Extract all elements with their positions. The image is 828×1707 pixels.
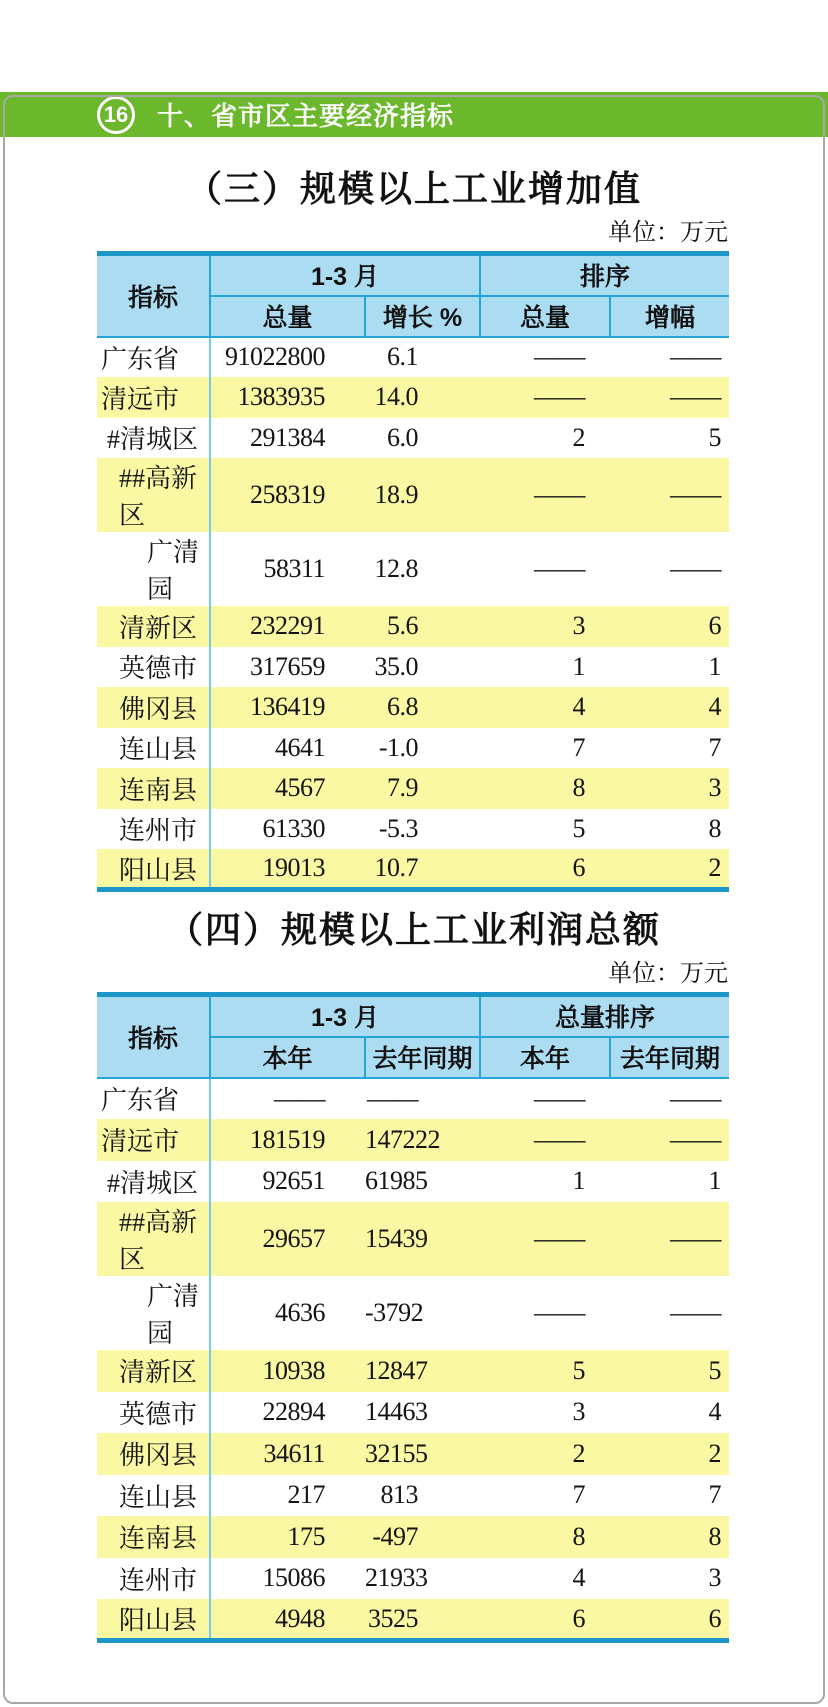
sub-header-cell: 去年同期	[365, 1037, 480, 1078]
cell-value: -1.0	[378, 732, 418, 762]
sub-header-cell: 增幅	[610, 296, 729, 337]
cell-value: ——	[534, 382, 585, 412]
cell-value: 136419	[250, 692, 325, 722]
group-header-cell: 1-3 月	[210, 995, 480, 1037]
indicator-header-cell: 指标	[97, 254, 210, 337]
cell-value: 15439	[365, 1224, 428, 1253]
cell-value: 12847	[365, 1355, 428, 1385]
page-number-badge	[97, 96, 135, 134]
cell-value: 1383935	[237, 382, 325, 412]
row-label: #清城区	[97, 418, 210, 459]
cell-value: -497	[372, 1521, 418, 1551]
cell-value: 10938	[262, 1355, 325, 1385]
cell-value: ——	[534, 1083, 585, 1113]
cell-value: 14463	[365, 1397, 428, 1427]
cell-value: 35.0	[374, 651, 418, 681]
cell-value: 4	[708, 692, 722, 722]
row-label: 连州市	[97, 1558, 210, 1600]
table-row	[97, 768, 729, 809]
table-row	[97, 418, 729, 459]
table-row	[97, 647, 729, 688]
cell-value: 6	[572, 853, 585, 882]
cell-value: ——	[670, 1298, 722, 1327]
cell-value: ——	[534, 554, 585, 583]
table1-header	[97, 254, 729, 337]
cell-value: ——	[670, 480, 722, 509]
table1-body	[97, 337, 729, 890]
group-header-row	[97, 995, 729, 1037]
row-label: 清远市	[97, 1119, 210, 1161]
cell-value: 22894	[262, 1397, 325, 1427]
row-label: 广东省	[97, 337, 210, 378]
sub-header-cell: 增长 %	[365, 296, 480, 337]
cell-value: 4	[572, 692, 585, 722]
table-row	[97, 809, 729, 850]
cell-value: 217	[287, 1480, 325, 1510]
row-label: ##高新区	[97, 1202, 210, 1276]
indicator-header-cell: 指标	[97, 995, 210, 1078]
table-row	[97, 1078, 729, 1120]
cell-value: 181519	[250, 1124, 325, 1154]
cell-value: 1	[708, 1166, 722, 1196]
cell-value: 8	[708, 1521, 722, 1551]
cell-value: 6.1	[387, 342, 418, 372]
cell-value: 2	[708, 853, 722, 882]
table-row	[97, 1392, 729, 1434]
table-row	[97, 728, 729, 769]
cell-value: 3525	[368, 1603, 418, 1633]
cell-value: ——	[670, 382, 722, 412]
cell-value: 4	[708, 1397, 722, 1427]
cell-value: 3	[572, 1397, 585, 1427]
cell-value: 291384	[250, 422, 325, 452]
table-row	[97, 1558, 729, 1600]
cell-value: 6	[708, 1603, 722, 1633]
row-label: 阳山县	[97, 1599, 210, 1641]
row-label: 清新区	[97, 606, 210, 647]
section1-unit-label: 单位：万元	[608, 220, 728, 246]
cell-value: 12.8	[374, 554, 418, 583]
section2-title: （四）规模以上工业利润总额	[166, 909, 661, 950]
cell-value: ——	[534, 342, 585, 372]
cell-value: 6	[572, 1603, 585, 1633]
cell-value: 6.0	[387, 422, 418, 452]
table-row	[97, 849, 729, 890]
cell-value: 1	[572, 651, 585, 681]
cell-value: -5.3	[378, 813, 418, 843]
cell-value: 34611	[263, 1438, 325, 1468]
row-label: 广东省	[97, 1078, 210, 1120]
sub-header-cell: 总量	[210, 296, 365, 337]
row-label: ##高新区	[97, 458, 210, 532]
row-label: 连南县	[97, 768, 210, 809]
cell-value: ——	[670, 1083, 722, 1113]
row-label: 阳山县	[97, 849, 210, 890]
row-label: 广清园	[97, 532, 210, 606]
cell-value: ——	[670, 1124, 722, 1154]
cell-value: 8	[572, 1521, 585, 1551]
cell-value: 5	[572, 1355, 585, 1385]
cell-value: 18.9	[374, 480, 418, 509]
table-row	[97, 1202, 729, 1276]
sub-header-cell: 去年同期	[610, 1037, 729, 1078]
group-header-cell: 总量排序	[480, 995, 729, 1037]
cell-value: 6.8	[387, 692, 418, 722]
group-header-cell: 1-3 月	[210, 254, 480, 296]
table-row	[97, 606, 729, 647]
cell-value: 4567	[275, 773, 325, 803]
cell-value: 21933	[365, 1563, 428, 1593]
cell-value: 91022800	[225, 342, 325, 372]
cell-value: ——	[534, 480, 585, 509]
cell-value: 5	[572, 813, 585, 843]
cell-value: 7	[708, 732, 722, 762]
cell-value: 61330	[262, 813, 325, 843]
cell-value: 7	[572, 1480, 585, 1510]
cell-value: 4636	[275, 1298, 325, 1327]
page-number: 16	[103, 101, 129, 127]
table-row	[97, 1276, 729, 1350]
table-row	[97, 687, 729, 728]
cell-value: 4	[572, 1563, 585, 1593]
row-label: 连州市	[97, 809, 210, 850]
cell-value: 175	[287, 1521, 325, 1551]
cell-value: 4948	[275, 1603, 325, 1633]
row-label: 广清园	[97, 1276, 210, 1350]
cell-value: 10.7	[374, 853, 418, 882]
cell-value: 2	[708, 1438, 722, 1468]
cell-value: 8	[572, 773, 585, 803]
sub-header-cell: 本年	[480, 1037, 610, 1078]
cell-value: 258319	[250, 480, 325, 509]
cell-value: 5.6	[387, 611, 418, 641]
cell-value: ——	[534, 1124, 585, 1154]
group-header-cell: 排序	[480, 254, 729, 296]
group-header-row	[97, 254, 729, 296]
cell-value: 29657	[262, 1224, 325, 1253]
table-row	[97, 1516, 729, 1558]
cell-value: ——	[534, 1298, 585, 1327]
row-label: 英德市	[97, 1392, 210, 1434]
table-row	[97, 1350, 729, 1392]
table-row	[97, 458, 729, 532]
cell-value: 4641	[275, 732, 325, 762]
cell-value: 6	[708, 611, 722, 641]
cell-value: 3	[708, 1563, 722, 1593]
header-bar	[0, 92, 828, 137]
cell-value: 7	[572, 732, 585, 762]
cell-value: 61985	[365, 1166, 428, 1196]
industrial-added-value-table	[97, 251, 729, 892]
cell-value: 147222	[365, 1124, 440, 1154]
sub-header-cell: 总量	[480, 296, 610, 337]
cell-value: 58311	[263, 554, 325, 583]
row-label: 佛冈县	[97, 687, 210, 728]
cell-value: 15086	[262, 1563, 325, 1593]
cell-value: 8	[708, 813, 722, 843]
table2-body	[97, 1078, 729, 1641]
row-label: 英德市	[97, 647, 210, 688]
cell-value: -3792	[365, 1298, 424, 1327]
cell-value: ——	[670, 342, 722, 372]
table-row	[97, 1119, 729, 1161]
table-row	[97, 337, 729, 378]
cell-value: ——	[274, 1083, 325, 1113]
section2-unit-label: 单位：万元	[608, 961, 728, 987]
cell-value: 317659	[250, 651, 325, 681]
cell-value: ——	[670, 1224, 722, 1253]
table2-header	[97, 995, 729, 1078]
table-row	[97, 377, 729, 418]
cell-value: 5	[708, 1355, 722, 1385]
cell-value: ——	[534, 1224, 585, 1253]
cell-value: 1	[572, 1166, 585, 1196]
cell-value: 1	[708, 651, 722, 681]
row-label: 佛冈县	[97, 1433, 210, 1475]
cell-value: 3	[708, 773, 722, 803]
cell-value: 19013	[262, 853, 325, 882]
table-row	[97, 532, 729, 606]
table-row	[97, 1433, 729, 1475]
industrial-profit-table	[97, 992, 729, 1643]
cell-value: 232291	[250, 611, 325, 641]
cell-value: 7	[708, 1480, 722, 1510]
cell-value: 14.0	[374, 382, 418, 412]
cell-value: ——	[670, 554, 722, 583]
sub-header-cell: 本年	[210, 1037, 365, 1078]
cell-value: 2	[572, 1438, 585, 1468]
cell-value: 3	[572, 611, 585, 641]
cell-value: 32155	[365, 1438, 428, 1468]
row-label: 连南县	[97, 1516, 210, 1558]
cell-value: ——	[367, 1083, 418, 1113]
section1-title: （三）规模以上工业增加值	[185, 168, 642, 209]
cell-value: 2	[572, 422, 585, 452]
table-row	[97, 1599, 729, 1641]
row-label: 清新区	[97, 1350, 210, 1392]
header-bar-title: 十、省市区主要经济指标	[157, 101, 455, 131]
cell-value: 7.9	[387, 773, 418, 803]
row-label: 连山县	[97, 1475, 210, 1517]
table-row	[97, 1475, 729, 1517]
table-row	[97, 1161, 729, 1203]
row-label: 连山县	[97, 728, 210, 769]
cell-value: 5	[708, 422, 722, 452]
row-label: 清远市	[97, 377, 210, 418]
cell-value: 92651	[262, 1166, 325, 1196]
row-label: #清城区	[97, 1161, 210, 1203]
cell-value: 813	[380, 1480, 418, 1510]
